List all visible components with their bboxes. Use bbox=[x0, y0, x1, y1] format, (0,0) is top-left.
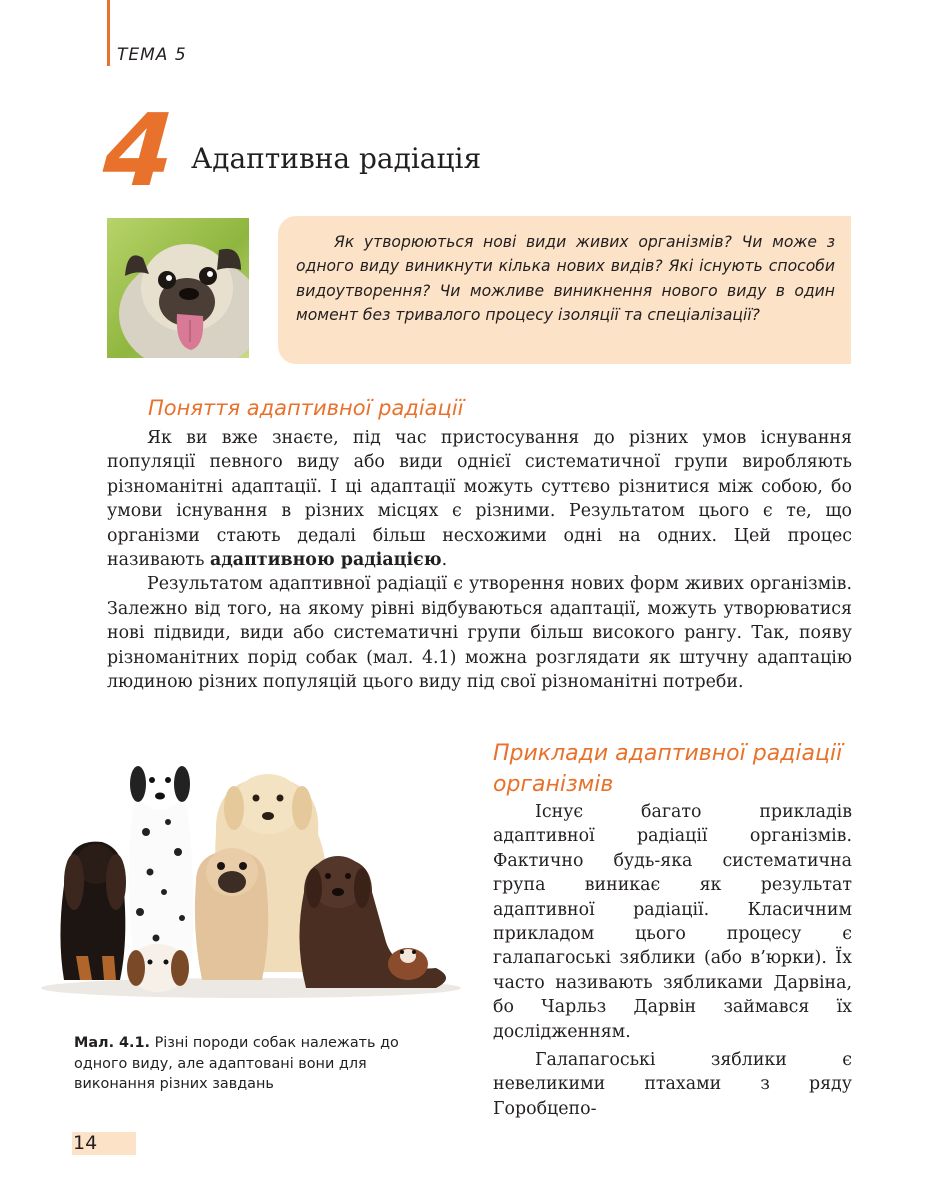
dogs-group-photo bbox=[36, 742, 466, 1004]
lesson-number: 4 bbox=[99, 92, 178, 209]
page-number: 14 bbox=[73, 1132, 98, 1154]
section-heading-adaptive-radiation-concept: Поняття адаптивної радіації bbox=[148, 396, 464, 420]
lesson-title: Адаптивна радіація bbox=[191, 142, 482, 175]
section-heading-examples: Приклади адаптивної радіації організмів bbox=[493, 741, 843, 797]
section1-p1-end: . bbox=[441, 550, 448, 571]
theme-accent-rule bbox=[107, 0, 110, 66]
pug-illustration bbox=[107, 218, 249, 358]
section2-body bbox=[493, 800, 852, 1125]
section1-paragraph-2: Результатом адаптивної радіації є утворення нових форм живих організмів. Залежно від того, на якому рівні відбуваються адаптації, можуть утворюватися нові підвиди, види або систематичні групи більш високого рангу. Так, появу різноманітних порід собак (мал. 4.1) можна розглядати як штучну адаптацію людиною різних популяцій цього виду під свої різноманітні потреби. bbox=[107, 574, 852, 693]
pug-photo bbox=[107, 218, 249, 358]
dogs-illustration bbox=[36, 742, 466, 1004]
caption-text: Різні породи собак належать до одного виду, але адаптовані вони для виконання різних завдань bbox=[74, 1035, 399, 1092]
theme-label: ТЕМА 5 bbox=[117, 45, 187, 65]
section1-paragraph-1 bbox=[107, 426, 852, 572]
figure-caption bbox=[74, 1033, 404, 1095]
section2-paragraph-1: Існує багато прикладів адаптивної радіації організмів. Фактично будь-яка систематична група виникає як результат адаптивної радіації. Класичним прикладом цього процесу є галапагоські зяблики (або в’юрки). Їх часто називають зябликами Дарвіна, бо Чарльз Дарвін займався їх дослідженням. bbox=[493, 802, 852, 1042]
term-adaptive-radiation: адаптивною радіацією bbox=[209, 550, 442, 571]
section2-paragraph-2: Галапагоські зяблики є невеликими птахами з ряду Горобцепо- bbox=[493, 1050, 852, 1119]
question-box bbox=[278, 216, 851, 364]
section1-p1-text: Як ви вже знаєте, під час пристосування до різних умов існування популяції певного виду або види однієї систематичної групи виробляють різноманітні адаптації. І ці адаптації можуть суттєво різнитися між собою, бо умови існування в різних місцях є різними. Результатом цього є те, що організми стають дедалі більш несхожими одні на одних. Цей процес називають bbox=[107, 428, 852, 571]
caption-label: Мал. 4.1. bbox=[74, 1035, 151, 1051]
question-text: Як утворюються нові види живих організмів? Чи може з одного виду виникнути кілька нових видів? Які існують способи видоутворення? Чи можливе виникнення нового виду в один момент без тривалого процесу ізоляції та спеціалізації? bbox=[296, 233, 835, 324]
section1-body bbox=[107, 426, 852, 694]
